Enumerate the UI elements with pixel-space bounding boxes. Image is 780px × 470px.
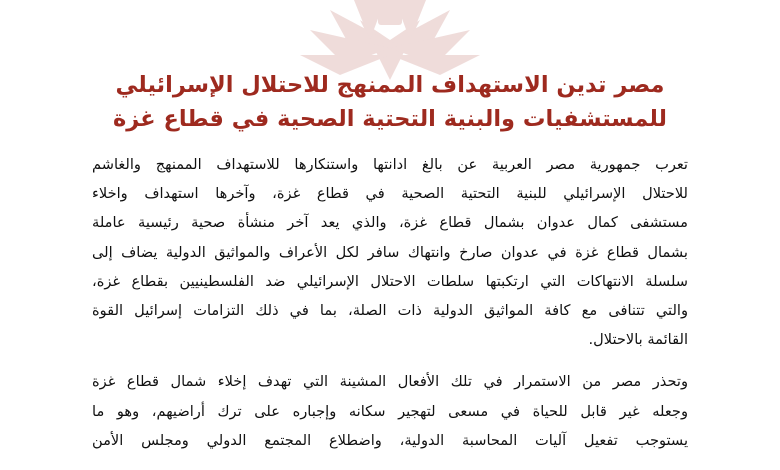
paragraph (92, 367, 688, 455)
paragraph (92, 150, 688, 354)
text-line: وجعله غير قابل للحياة في مسعى لتهجير سكانه وإجباره على ترك أراضيهم، وهو ما (92, 402, 688, 420)
text-line: القائمة بالاحتلال. (588, 331, 688, 349)
title-line: مصر تدين الاستهداف الممنهج للاحتلال الإسرائيلي (115, 72, 665, 98)
text-line: مستشفى كمال عدوان بشمال قطاع غزة، والذي يعد آخر منشأة صحية رئيسية عاملة (92, 214, 688, 232)
text-line: وتحذر مصر من الاستمرار في تلك الأفعال المشينة التي تهدف إخلاء شمال قطاع غزة (92, 373, 688, 391)
text-line: سلسلة الانتهاكات التي ارتكبتها سلطات الاحتلال الإسرائيلي ضد الفلسطينيين بقطاع غزة، (92, 272, 688, 290)
statement-title (95, 68, 685, 136)
text-line: والتي تتنافى مع كافة المواثيق الدولية ذات الصلة، بما في ذلك التزامات إسرائيل القوة (92, 302, 688, 320)
title-line: للمستشفيات والبنية التحتية الصحية في قطاع غزة (112, 106, 668, 132)
text-line: بشمال قطاع غزة في عدوان صارخ وانتهاك سافر لكل الأعراف والمواثيق الدولية يضاف إلى (92, 243, 688, 261)
text-line: تعرب جمهورية مصر العربية عن بالغ ادانتها واستنكارها للاستهداف الممنهج والغاشم (92, 156, 688, 173)
text-line: يستوجب تفعيل آليات المحاسبة الدولية، واضطلاع المجتمع الدولي ومجلس الأمن (92, 431, 688, 449)
text-line: للاحتلال الإسرائيلي للبنية التحتية الصحية في قطاع غزة، وآخرها استهداف واخلاء (92, 185, 688, 203)
statement-body (92, 150, 688, 468)
